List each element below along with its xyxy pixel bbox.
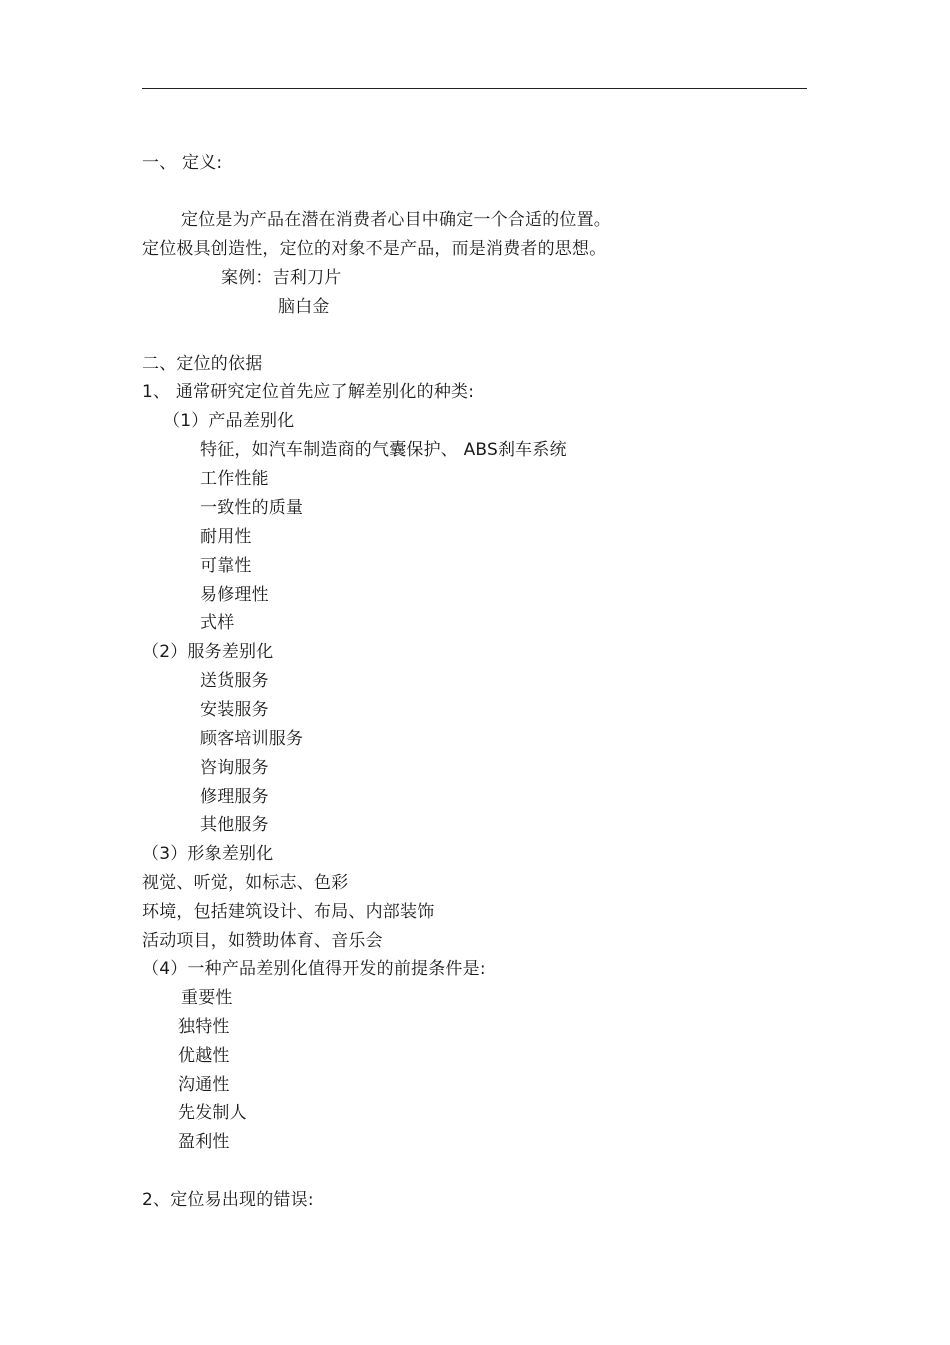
list-item: 安装服务 [200, 700, 269, 720]
list-item: 优越性 [178, 1046, 230, 1066]
list-item: 易修理性 [200, 585, 269, 605]
section-2-heading: 二、定位的依据 [142, 354, 263, 374]
list-item: 一致性的质量 [200, 498, 304, 518]
paragraph-line: 定位是为产品在潜在消费者心目中确定一个合适的位置。 [181, 210, 611, 230]
list-item: 耐用性 [200, 527, 252, 547]
list-item: 环境，包括建筑设计、布局、内部装饰 [142, 902, 435, 922]
header-rule [142, 88, 807, 89]
subsection-heading: （3）形象差别化 [142, 844, 274, 864]
list-item: 沟通性 [178, 1075, 230, 1095]
list-item: 修理服务 [200, 787, 269, 807]
numbered-item: 1、 通常研究定位首先应了解差别化的种类: [142, 382, 475, 402]
subsection-heading: （1）产品差别化 [163, 411, 295, 431]
list-item: 独特性 [178, 1017, 230, 1037]
list-item: 先发制人 [178, 1103, 247, 1123]
list-item: 盈利性 [178, 1132, 230, 1152]
list-item: 工作性能 [200, 469, 269, 489]
case-line: 案例：吉利刀片 [221, 268, 342, 288]
list-item: 视觉、听觉，如标志、色彩 [142, 873, 349, 893]
list-item: 送货服务 [200, 671, 269, 691]
section-1-heading: 一、 定义: [142, 153, 223, 173]
list-item: 式样 [200, 613, 235, 633]
subsection-heading: （2）服务差别化 [142, 642, 274, 662]
list-item: 咨询服务 [200, 758, 269, 778]
paragraph-line: 定位极具创造性，定位的对象不是产品，而是消费者的思想。 [142, 239, 607, 259]
list-item: 重要性 [181, 988, 233, 1008]
list-item: 可靠性 [200, 556, 252, 576]
subsection-heading: （4）一种产品差别化值得开发的前提条件是: [142, 959, 486, 979]
list-item: 活动项目，如赞助体育、音乐会 [142, 931, 383, 951]
case-line: 脑白金 [278, 297, 330, 317]
numbered-item: 2、定位易出现的错误: [142, 1190, 314, 1210]
list-item: 顾客培训服务 [200, 729, 304, 749]
list-item: 其他服务 [200, 815, 269, 835]
list-item: 特征，如汽车制造商的气囊保护、 ABS刹车系统 [200, 440, 567, 460]
